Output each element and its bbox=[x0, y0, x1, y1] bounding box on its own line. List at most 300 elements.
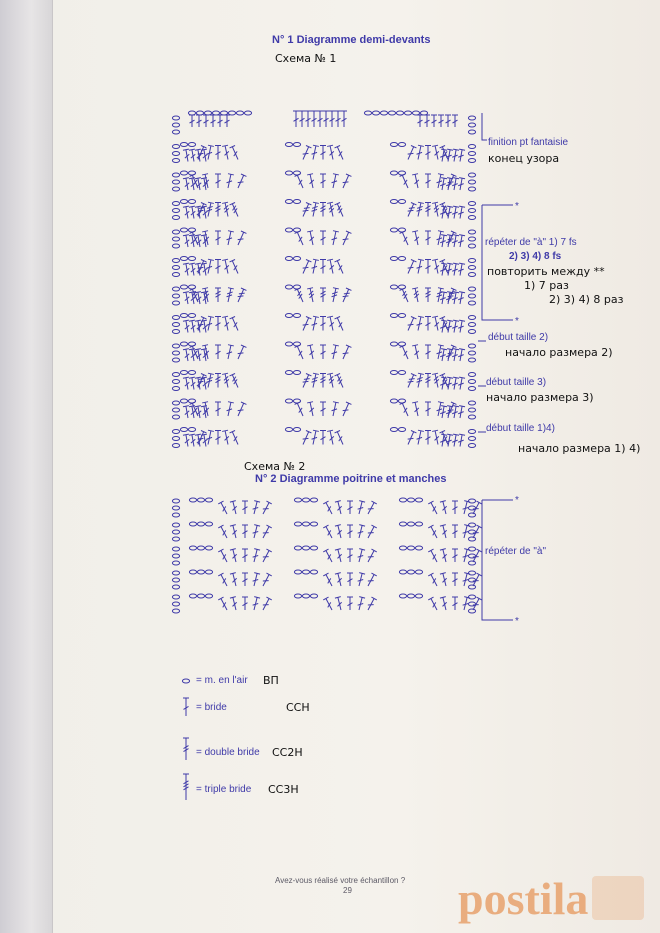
chain-stitch bbox=[468, 437, 475, 441]
stitch-symbol bbox=[440, 597, 449, 611]
stitch-symbol bbox=[189, 377, 197, 390]
stitch-symbol bbox=[183, 698, 189, 716]
chain-stitch bbox=[188, 314, 195, 318]
chain-stitch bbox=[468, 123, 475, 127]
chain-stitch bbox=[188, 257, 195, 261]
chain-stitch bbox=[390, 342, 397, 346]
chain-stitch bbox=[180, 143, 187, 147]
stitch-symbol bbox=[400, 231, 411, 246]
chain-stitch bbox=[285, 314, 292, 318]
stitch-symbol bbox=[425, 402, 431, 416]
stitch-symbol bbox=[320, 317, 326, 331]
chain-stitch bbox=[172, 344, 179, 348]
stitch-symbol bbox=[183, 349, 191, 362]
chain-stitch bbox=[415, 594, 422, 598]
chain-stitch bbox=[468, 159, 475, 163]
stitch-symbol bbox=[452, 525, 458, 538]
stitch-symbol bbox=[320, 203, 326, 217]
taille3-label-fr: début taille 3) bbox=[486, 377, 547, 388]
stitch-symbol bbox=[457, 206, 465, 219]
chain-stitch bbox=[310, 522, 317, 526]
stitch-symbol bbox=[425, 174, 431, 188]
stitch-symbol bbox=[251, 573, 260, 587]
chain-stitch bbox=[172, 230, 179, 234]
chain-stitch bbox=[302, 546, 309, 550]
chain-stitch bbox=[468, 301, 475, 305]
stitch-symbol bbox=[412, 288, 421, 303]
stitch-symbol bbox=[251, 501, 260, 515]
chain-stitch bbox=[404, 111, 411, 115]
stitch-symbol bbox=[183, 320, 191, 333]
diagram2-title-fr: N° 2 Diagramme poitrine et manches bbox=[255, 473, 447, 485]
chain-stitch bbox=[188, 371, 195, 375]
stitch-symbol bbox=[300, 373, 311, 388]
chain-stitch bbox=[294, 498, 301, 502]
stitch-symbol bbox=[428, 573, 439, 587]
chain-stitch bbox=[172, 530, 179, 534]
stitch-symbol bbox=[323, 525, 334, 539]
stitch-symbol bbox=[215, 260, 221, 274]
chain-stitch bbox=[390, 285, 397, 289]
stitch-symbol bbox=[405, 430, 416, 445]
stitch-symbol bbox=[335, 373, 346, 388]
chain-stitch bbox=[468, 387, 475, 391]
stitch-symbol bbox=[215, 431, 221, 445]
stitch-symbol bbox=[425, 146, 431, 160]
chain-stitch bbox=[188, 428, 195, 432]
chain-stitch bbox=[205, 546, 212, 550]
stitch-symbol bbox=[317, 111, 323, 127]
stitch-symbol bbox=[183, 235, 191, 248]
stitch-symbol bbox=[425, 374, 431, 388]
chain-stitch bbox=[468, 380, 475, 384]
chain-stitch bbox=[197, 594, 204, 598]
stitch-symbol bbox=[438, 115, 444, 127]
stitch-symbol bbox=[307, 174, 316, 189]
stitch-symbol bbox=[230, 316, 241, 331]
stitch-symbol bbox=[323, 573, 334, 587]
chain-stitch bbox=[468, 506, 475, 510]
chain-stitch bbox=[468, 430, 475, 434]
chain-stitch bbox=[468, 530, 475, 534]
chain-stitch bbox=[285, 143, 292, 147]
chain-stitch bbox=[293, 314, 300, 318]
stitch-symbol bbox=[405, 145, 416, 160]
stitch-symbol bbox=[230, 145, 241, 160]
stitch-symbol bbox=[183, 206, 191, 219]
taille2-label-ru: начало размера 2) bbox=[505, 346, 613, 359]
stitch-symbol bbox=[330, 174, 339, 189]
chain-stitch bbox=[468, 401, 475, 405]
taille14-label-ru: начало размера 1) 4) bbox=[518, 442, 641, 455]
stitch-symbol bbox=[189, 149, 197, 162]
stitch-symbol bbox=[189, 263, 197, 276]
stitch-symbol bbox=[340, 402, 351, 417]
chain-stitch bbox=[172, 578, 179, 582]
stitch-symbol bbox=[356, 501, 365, 515]
chain-stitch bbox=[172, 209, 179, 213]
stitch-symbol bbox=[215, 374, 221, 388]
stitch-symbol bbox=[320, 260, 326, 274]
stitch-symbol bbox=[295, 345, 306, 360]
stitch-symbol bbox=[457, 349, 465, 362]
finition-label-fr: finition pt fantaisie bbox=[488, 137, 569, 148]
chain-stitch bbox=[407, 522, 414, 526]
chain-stitch bbox=[172, 408, 179, 412]
chain-stitch bbox=[398, 257, 405, 261]
stitch-symbol bbox=[347, 549, 353, 562]
stitch-symbol bbox=[218, 573, 229, 587]
stitch-symbol bbox=[412, 345, 421, 360]
chain-stitch bbox=[172, 595, 179, 599]
stitch-symbol bbox=[183, 178, 191, 191]
stitch-symbol bbox=[452, 115, 458, 127]
chain-stitch bbox=[390, 314, 397, 318]
chain-stitch bbox=[302, 594, 309, 598]
stitch-symbol bbox=[340, 288, 351, 303]
chain-stitch bbox=[372, 111, 379, 115]
chain-stitch bbox=[468, 351, 475, 355]
chain-stitch bbox=[468, 244, 475, 248]
chain-stitch bbox=[294, 570, 301, 574]
chain-stitch bbox=[468, 415, 475, 419]
stitch-symbol bbox=[251, 597, 260, 611]
stitch-symbol bbox=[457, 235, 465, 248]
finition-bracket bbox=[482, 113, 487, 140]
chain-stitch bbox=[180, 257, 187, 261]
stitch-symbol bbox=[215, 174, 221, 188]
stitch-symbol bbox=[347, 573, 353, 586]
stitch-symbol bbox=[335, 202, 346, 217]
chain-stitch bbox=[188, 200, 195, 204]
stitch-symbol bbox=[457, 178, 465, 191]
chain-stitch bbox=[197, 570, 204, 574]
stitch-symbol bbox=[225, 402, 234, 417]
chain-stitch bbox=[180, 314, 187, 318]
stitch-symbol bbox=[201, 235, 209, 248]
chain-stitch bbox=[468, 116, 475, 120]
chain-stitch bbox=[172, 123, 179, 127]
stitch-symbol bbox=[230, 573, 239, 587]
chain-stitch bbox=[293, 171, 300, 175]
chain-stitch bbox=[180, 428, 187, 432]
stitch-symbol bbox=[230, 501, 239, 515]
chain-stitch bbox=[398, 171, 405, 175]
chain-stitch bbox=[188, 399, 195, 403]
stitch-symbol bbox=[405, 316, 416, 331]
footer-page-number: 29 bbox=[343, 886, 352, 895]
chain-stitch bbox=[189, 498, 196, 502]
stitch-symbol bbox=[457, 263, 465, 276]
chain-stitch bbox=[188, 342, 195, 346]
stitch-symbol bbox=[365, 549, 376, 563]
stitch-symbol bbox=[320, 146, 326, 160]
chain-stitch bbox=[228, 111, 235, 115]
stitch-symbol bbox=[425, 203, 431, 217]
chain-stitch bbox=[172, 351, 179, 355]
chain-stitch bbox=[398, 200, 405, 204]
chain-stitch bbox=[172, 523, 179, 527]
stitch-symbol bbox=[230, 549, 239, 563]
chain-stitch bbox=[189, 546, 196, 550]
stitch-symbol bbox=[428, 549, 439, 563]
chain-stitch bbox=[172, 571, 179, 575]
stitch-symbol bbox=[365, 501, 376, 515]
stitch-symbol bbox=[295, 402, 306, 417]
chain-stitch bbox=[415, 546, 422, 550]
chain-stitch bbox=[293, 143, 300, 147]
asterisk-marker: * bbox=[515, 316, 519, 327]
legend-chain-symbol bbox=[182, 679, 189, 683]
chain-stitch bbox=[398, 143, 405, 147]
stitch-symbol bbox=[417, 115, 423, 127]
chain-stitch bbox=[285, 257, 292, 261]
chain-stitch bbox=[172, 130, 179, 134]
chain-stitch bbox=[188, 171, 195, 175]
chain-stitch bbox=[188, 285, 195, 289]
chain-stitch bbox=[172, 237, 179, 241]
stitch-symbol bbox=[183, 149, 191, 162]
stitch-symbol bbox=[260, 549, 271, 563]
stitch-symbol bbox=[323, 111, 329, 127]
chain-stitch bbox=[197, 546, 204, 550]
chain-stitch bbox=[399, 546, 406, 550]
chain-stitch bbox=[205, 570, 212, 574]
stitch-symbol bbox=[365, 597, 376, 611]
chain-stitch bbox=[180, 171, 187, 175]
stitch-symbol bbox=[215, 203, 221, 217]
stitch-symbol bbox=[425, 288, 431, 302]
chain-stitch bbox=[294, 546, 301, 550]
diagram1-title-fr: N° 1 Diagramme demi-devants bbox=[272, 34, 431, 46]
chain-stitch bbox=[398, 314, 405, 318]
chain-stitch bbox=[293, 257, 300, 261]
stitch-symbol bbox=[189, 115, 195, 127]
repeter-label-fr: répéter de "à" 1) 7 fs bbox=[485, 237, 577, 248]
chain-stitch bbox=[468, 273, 475, 277]
stitch-symbol bbox=[323, 501, 334, 515]
stitch-symbol bbox=[183, 738, 189, 760]
stitch-symbol bbox=[340, 174, 351, 189]
chain-stitch bbox=[310, 546, 317, 550]
stitch-symbol bbox=[457, 406, 465, 419]
chain-stitch bbox=[390, 399, 397, 403]
chain-stitch bbox=[172, 415, 179, 419]
chain-stitch bbox=[172, 547, 179, 551]
stitch-symbol bbox=[300, 430, 311, 445]
stitch-symbol bbox=[230, 202, 241, 217]
chain-stitch bbox=[285, 428, 292, 432]
stitch-symbol bbox=[201, 178, 209, 191]
stitch-symbol bbox=[218, 549, 229, 563]
stitch-symbol bbox=[242, 525, 248, 538]
stitch-symbol bbox=[451, 206, 459, 219]
stitch-symbol bbox=[405, 373, 416, 388]
stitch-symbol bbox=[320, 374, 326, 388]
chain-stitch bbox=[220, 111, 227, 115]
chain-stitch bbox=[180, 285, 187, 289]
chain-stitch bbox=[468, 537, 475, 541]
stitch-symbol bbox=[341, 111, 347, 127]
chain-stitch bbox=[172, 152, 179, 156]
stitch-symbol bbox=[230, 373, 241, 388]
stitch-symbol bbox=[335, 111, 341, 127]
stitch-symbol bbox=[457, 434, 465, 447]
chain-stitch bbox=[468, 216, 475, 220]
chain-stitch bbox=[172, 273, 179, 277]
chain-stitch bbox=[468, 373, 475, 377]
chain-stitch bbox=[468, 408, 475, 412]
stitch-symbol bbox=[335, 501, 344, 515]
stitch-symbol bbox=[307, 402, 316, 417]
chain-stitch bbox=[468, 444, 475, 448]
chain-stitch bbox=[398, 228, 405, 232]
stitch-symbol bbox=[428, 525, 439, 539]
stitch-symbol bbox=[305, 111, 311, 127]
chain-stitch bbox=[390, 228, 397, 232]
chain-stitch bbox=[172, 499, 179, 503]
chain-stitch bbox=[285, 285, 292, 289]
stitch-symbol bbox=[457, 377, 465, 390]
chain-stitch bbox=[398, 428, 405, 432]
stitch-symbol bbox=[242, 549, 248, 562]
chain-stitch bbox=[172, 159, 179, 163]
stitch-symbol bbox=[189, 206, 197, 219]
stitch-symbol bbox=[183, 774, 189, 800]
chain-stitch bbox=[172, 537, 179, 541]
chain-stitch bbox=[172, 330, 179, 334]
chain-stitch bbox=[172, 145, 179, 149]
chain-stitch bbox=[388, 111, 395, 115]
chain-stitch bbox=[468, 202, 475, 206]
chain-stitch bbox=[302, 522, 309, 526]
stitch-symbol bbox=[320, 402, 326, 416]
stitch-symbol bbox=[335, 316, 346, 331]
stitch-symbol bbox=[412, 402, 421, 417]
stitch-symbol bbox=[311, 111, 317, 127]
chain-stitch bbox=[172, 401, 179, 405]
stitch-symbol bbox=[428, 501, 439, 515]
stitch-symbol bbox=[330, 402, 339, 417]
chain-stitch bbox=[468, 323, 475, 327]
chain-stitch bbox=[293, 200, 300, 204]
legend-triple-bride-fr: = triple bride bbox=[196, 784, 252, 795]
chain-stitch bbox=[468, 513, 475, 517]
chain-stitch bbox=[468, 130, 475, 134]
stitch-symbol bbox=[196, 115, 202, 127]
diagram2-bottom-bracket bbox=[482, 500, 513, 620]
stitch-symbol bbox=[260, 573, 271, 587]
chain-stitch bbox=[180, 399, 187, 403]
stitch-symbol bbox=[225, 345, 234, 360]
stitch-symbol bbox=[225, 174, 234, 189]
stitch-symbol bbox=[242, 573, 248, 586]
stitch-symbol bbox=[307, 288, 316, 303]
chain-stitch bbox=[407, 594, 414, 598]
chain-stitch bbox=[172, 202, 179, 206]
stitch-symbol bbox=[183, 406, 191, 419]
stitch-symbol bbox=[428, 597, 439, 611]
chain-stitch bbox=[468, 554, 475, 558]
stitch-symbol bbox=[242, 501, 248, 514]
stitch-symbol bbox=[412, 174, 421, 189]
chain-stitch bbox=[468, 259, 475, 263]
stitch-symbol bbox=[189, 320, 197, 333]
chain-stitch bbox=[468, 187, 475, 191]
stitch-symbol bbox=[201, 406, 209, 419]
legend-chain-fr: = m. en l'air bbox=[196, 675, 248, 686]
stitch-symbol bbox=[295, 231, 306, 246]
chain-stitch bbox=[399, 570, 406, 574]
stitch-symbol bbox=[451, 149, 459, 162]
stitch-symbol bbox=[218, 597, 229, 611]
chain-stitch bbox=[390, 428, 397, 432]
chain-stitch bbox=[310, 594, 317, 598]
stitch-symbol bbox=[299, 111, 305, 127]
chain-stitch bbox=[293, 428, 300, 432]
stitch-symbol bbox=[356, 549, 365, 563]
chain-stitch bbox=[468, 358, 475, 362]
chain-stitch bbox=[285, 228, 292, 232]
chain-stitch bbox=[468, 152, 475, 156]
chain-stitch bbox=[205, 522, 212, 526]
chain-stitch bbox=[364, 111, 371, 115]
chain-stitch bbox=[468, 230, 475, 234]
chain-stitch bbox=[189, 570, 196, 574]
chain-stitch bbox=[204, 111, 211, 115]
stitch-symbol bbox=[218, 501, 229, 515]
chain-stitch bbox=[197, 498, 204, 502]
chain-stitch bbox=[407, 498, 414, 502]
chain-stitch bbox=[285, 171, 292, 175]
stitch-symbol bbox=[340, 231, 351, 246]
chain-stitch bbox=[244, 111, 251, 115]
stitch-symbol bbox=[425, 260, 431, 274]
stitch-symbol bbox=[356, 597, 365, 611]
stitch-symbol bbox=[307, 231, 316, 246]
stitch-symbol bbox=[242, 597, 248, 610]
chain-stitch bbox=[172, 554, 179, 558]
stitch-symbol bbox=[251, 549, 260, 563]
stitch-symbol bbox=[347, 597, 353, 610]
chain-stitch bbox=[196, 111, 203, 115]
chain-stitch bbox=[285, 399, 292, 403]
chain-stitch bbox=[172, 602, 179, 606]
chain-stitch bbox=[188, 111, 195, 115]
stitch-symbol bbox=[329, 111, 335, 127]
chain-stitch bbox=[396, 111, 403, 115]
chain-stitch bbox=[390, 171, 397, 175]
stitch-symbol bbox=[230, 597, 239, 611]
stitch-symbol bbox=[183, 434, 191, 447]
stitch-symbol bbox=[400, 402, 411, 417]
stitch-symbol bbox=[215, 317, 221, 331]
chain-stitch bbox=[172, 444, 179, 448]
legend-bride-ru: ССН bbox=[286, 701, 310, 714]
stitch-symbol bbox=[183, 263, 191, 276]
chain-stitch bbox=[172, 609, 179, 613]
stitch-symbol bbox=[215, 402, 221, 416]
chain-stitch bbox=[285, 200, 292, 204]
stitch-symbol bbox=[400, 345, 411, 360]
stitch-symbol bbox=[230, 430, 241, 445]
chain-stitch bbox=[398, 399, 405, 403]
stitch-symbol bbox=[215, 288, 221, 302]
asterisk-marker: * bbox=[515, 495, 519, 506]
chain-stitch bbox=[205, 594, 212, 598]
chain-stitch bbox=[468, 266, 475, 270]
stitch-symbol bbox=[445, 115, 451, 127]
